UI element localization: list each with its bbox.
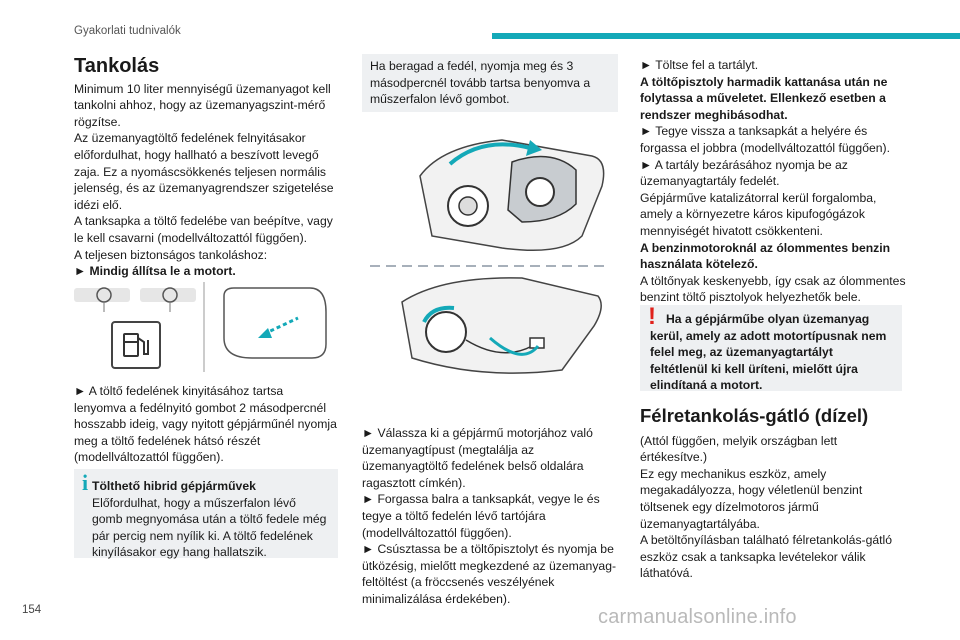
paragraph: A betöltőnyílásban található félretankolás-gátló eszköz csak a tanksapka levételekor válik láthatóvá. [640, 533, 893, 581]
bold-warning: A töltőpisztoly harmadik kattanása után ne folytassa a műveletet. Ellenkező esetben a rendszer meghibásodhat. [640, 74, 888, 122]
instruction-step: ► A töltő fedelének kinyitásához tartsa lenyomva a fedélnyitó gombot 2 másodpercnél hosszabb ideig, vagy nyitott gépjárműnél nyomja meg a töltő fedelének hátsó részét (modellváltozattól függően). [74, 384, 337, 465]
paragraph: Az üzemanyagtöltő fedelének felnyitásakor előfordulhat, hogy hallható a beszívott levegő zaja. Ez a nyomáscsökkenés teljesen normális jelenség, és az üzemanyagrendszer szigetelése idézi elő. [74, 131, 334, 212]
paragraph: Minimum 10 liter mennyiségű üzemanyagot kell tankolni ahhoz, hogy az üzemanyagszint-mérő rögzítse. [74, 81, 331, 129]
info-box-text: Ha beragad a fedél, nyomja meg és 3 másodpercnél tovább tartsa benyomva a műszerfalon lévő gombot. [370, 59, 591, 107]
paragraph: A töltőnyak keskenyebb, így csak az ólommentes benzint töltő pisztolyok helyezhetők bele. [640, 273, 906, 305]
fuel-door-illustration [74, 282, 336, 372]
instruction-step: ► Válassza ki a gépjármű motorjához való üzemanyagtípust (megtalálja az üzemanyagtöltő fedelének belső oldalára ragasztott címkén). [362, 426, 593, 490]
section-title-tankolas: Tankolás [74, 55, 160, 77]
info-box-text: Előfordulhat, hogy a műszerfalon lévő gomb megnyomása után a töltő fedele még pár percig nem nyílik ki. A töltő fedelének kinyílásakor egy hang hallatszik. [92, 495, 327, 560]
fuel-cap-illustration [362, 126, 618, 382]
instruction-step: ► Mindig állítsa le a motort. [74, 264, 236, 279]
paragraph: (Attól függően, melyik országban lett értékesítve.) [640, 433, 838, 465]
header-accent-bar [492, 33, 960, 39]
column-3-lower [640, 405, 906, 582]
warning-exclamation-icon: ! [648, 303, 656, 330]
paragraph: Ez egy mechanikus eszköz, amely megakadályozza, hogy véletlenül benzint töltsenek egy dízelmotoros jármű üzemanyagtartályába. [640, 466, 863, 531]
fuel-cap [526, 178, 554, 206]
paragraph: Gépjárműve katalizátorral kerül forgalomba, amely a környezetre káros kipufogógázok mennyiségét hivatott csökkenteni. [640, 190, 877, 238]
instruction-step: ► Forgassa balra a tanksapkát, vegye le és tegye a töltő fedelén lévő tartójára (modellváltozattól függően). [362, 492, 600, 540]
bold-unleaded-note: A benzinmotoroknál az ólommentes benzin használata kötelező. [640, 240, 891, 272]
page-number: 154 [22, 604, 42, 616]
info-box-title: Tölthető hibrid gépjárművek [92, 479, 256, 493]
column-1-lower [74, 383, 338, 466]
section-title-misfuel: Félretankolás-gátló (dízel) [640, 405, 869, 426]
warning-text: Ha a gépjárműbe olyan üzemanyag kerül, amely az adott motortípusnak nem felel meg, az üzemanyagtartályt feltétlenül ki kell üríteni, mielőtt újra elindítaná a motort. [650, 312, 887, 393]
warning-box [640, 305, 902, 391]
instruction-step: ► Töltse fel a tartályt. [640, 58, 759, 72]
info-box-stuck-door [362, 54, 618, 112]
column-1 [74, 55, 338, 280]
instruction-step: ► Csúsztassa be a töltőpisztolyt és nyomja be ütközésig, mielőtt megkezdené az üzemanyag-feltöltést (a fröccsenés veszélyének minimalizálása érdekében). [362, 542, 617, 606]
fuel-door-shape [224, 288, 326, 358]
fuel-door-button [112, 322, 160, 368]
running-header: Gyakorlati tudnivalók [74, 25, 181, 37]
info-box-hybrid [74, 469, 338, 558]
paragraph: A teljesen biztonságos tankoláshoz: [74, 247, 268, 262]
column-3 [640, 57, 906, 306]
info-icon: i [82, 470, 89, 495]
paragraph: A tanksapka a töltő fedelébe van beépítve, vagy le kell csavarni (modellváltozattól függően). [74, 214, 333, 245]
instruction-step: ► Tegye vissza a tanksapkát a helyére és forgassa el jobbra (modellváltozattól függően). [640, 124, 890, 155]
column-2-steps [362, 425, 618, 608]
watermark: carmanualsonline.info [598, 606, 797, 628]
instruction-step: ► A tartály bezárásához nyomja be az üzemanyagtartály fedelét. [640, 157, 848, 189]
